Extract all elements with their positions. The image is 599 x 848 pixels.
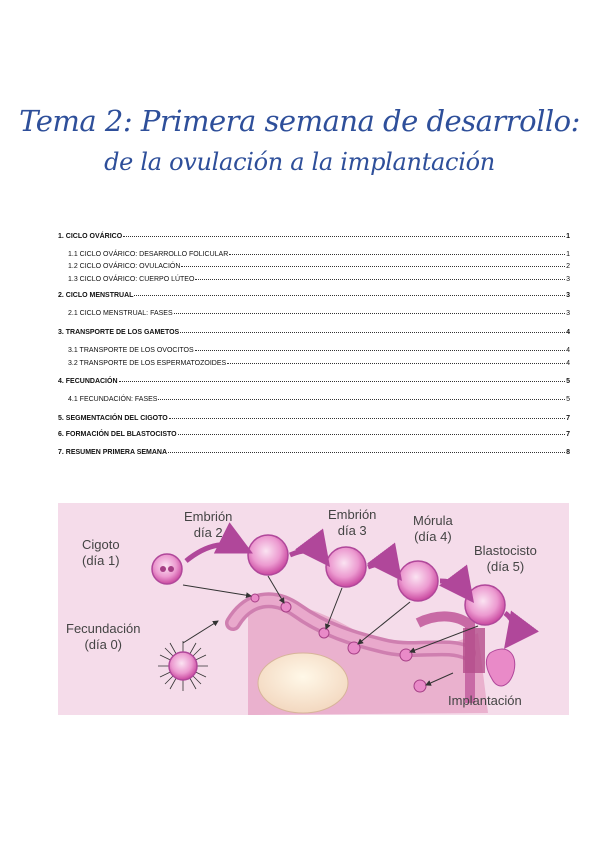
label-cigoto-dia: (día 1) — [82, 553, 120, 568]
label-fecundacion-name: Fecundación — [66, 621, 141, 636]
toc-entry-label: 2. CICLO MENSTRUAL — [58, 292, 134, 299]
toc-entry-page: 5 — [566, 378, 570, 385]
toc-leader-dots — [180, 332, 565, 333]
toc-leader-dots — [229, 254, 565, 255]
toc-leader-dots — [181, 266, 565, 267]
toc-leader-dots — [195, 350, 565, 351]
label-blastocisto-name: Blastocisto — [474, 543, 537, 558]
toc-entry[interactable] — [68, 276, 570, 284]
label-embrion-3 — [328, 507, 376, 539]
toc-leader-dots — [195, 279, 565, 280]
label-embrion-3-dia: día 3 — [337, 523, 367, 538]
toc-entry-page: 4 — [566, 329, 570, 336]
label-blastocisto-dia: (día 5) — [486, 559, 525, 574]
toc-entry[interactable] — [68, 360, 570, 368]
toc-entry-page: 1 — [566, 251, 570, 258]
toc-entry-label: 4.1 FECUNDACIÓN: FASES — [68, 396, 158, 403]
label-blastocisto — [474, 543, 537, 575]
embrion-dia3-cell — [326, 547, 366, 587]
toc-entry-label: 1.3 CICLO OVÁRICO: CUERPO LÚTEO — [68, 276, 195, 283]
toc-entry-page: 3 — [566, 292, 570, 299]
morula-cell — [398, 561, 438, 601]
toc-entry-page: 7 — [566, 415, 570, 422]
ovary — [258, 653, 348, 713]
label-embrion-2 — [184, 509, 232, 541]
toc-entry[interactable] — [58, 329, 570, 337]
implantation-blob — [486, 649, 514, 686]
toc-entry[interactable] — [68, 251, 570, 259]
label-fecundacion-dia: (día 0) — [84, 637, 123, 652]
toc-entry-page: 1 — [566, 233, 570, 240]
toc-entry[interactable] — [58, 292, 570, 300]
title-line-2: de la ovulación a la implantación — [104, 148, 495, 176]
toc-leader-dots — [169, 418, 565, 419]
toc-entry-label: 1.1 CICLO OVÁRICO: DESARROLLO FOLICULAR — [68, 251, 229, 258]
fecundacion-cell — [158, 641, 208, 691]
toc-entry[interactable] — [68, 347, 570, 355]
toc-entry-label: 5. SEGMENTACIÓN DEL CIGOTO — [58, 415, 168, 422]
toc-entry[interactable] — [68, 396, 570, 404]
toc-entry-label: 3.1 TRANSPORTE DE LOS OVOCITOS — [68, 347, 194, 354]
label-morula-dia: (día 4) — [414, 529, 452, 544]
cigoto-cell — [152, 554, 182, 584]
toc-entry-page: 5 — [566, 396, 570, 403]
toc-entry[interactable] — [68, 310, 570, 318]
toc-entry-label: 6. FORMACIÓN DEL BLASTOCISTO — [58, 431, 177, 438]
toc-entry[interactable] — [58, 415, 570, 423]
toc-entry-page: 4 — [566, 347, 570, 354]
label-morula — [413, 513, 453, 545]
label-morula-name: Mórula — [413, 513, 453, 528]
development-illustration — [58, 503, 569, 715]
toc-entry-label: 1.2 CICLO OVÁRICO: OVULACIÓN — [68, 263, 181, 270]
toc-entry-label: 3.2 TRANSPORTE DE LOS ESPERMATOZOIDES — [68, 360, 227, 367]
toc-entry-label: 1. CICLO OVÁRICO — [58, 233, 123, 240]
toc-entry-label: 4. FECUNDACIÓN — [58, 378, 118, 385]
toc-entry-page: 8 — [566, 449, 570, 456]
label-cigoto — [82, 537, 120, 569]
label-embrion-3-name: Embrión — [328, 507, 377, 522]
toc-leader-dots — [119, 381, 566, 382]
toc-entry[interactable] — [58, 233, 570, 241]
label-fecundacion — [66, 621, 140, 653]
toc-entry[interactable] — [58, 449, 570, 457]
toc-entry-page: 7 — [566, 431, 570, 438]
toc-leader-dots — [123, 236, 565, 237]
toc-entry-label: 3. TRANSPORTE DE LOS GAMETOS — [58, 329, 180, 336]
label-implantacion: Implantación — [448, 693, 522, 708]
toc-leader-dots — [178, 434, 565, 435]
toc-leader-dots — [168, 452, 565, 453]
toc-leader-dots — [158, 399, 565, 400]
label-embrion-2-name: Embrión — [184, 509, 233, 524]
toc-entry-page: 3 — [566, 310, 570, 317]
development-figure — [58, 503, 569, 715]
toc-entry-page: 3 — [566, 276, 570, 283]
toc-entry-label: 7. RESUMEN PRIMERA SEMANA — [58, 449, 168, 456]
toc-entry-page: 2 — [566, 263, 570, 270]
toc-entry[interactable] — [58, 431, 570, 439]
blastocisto-cell — [465, 585, 505, 625]
toc-entry[interactable] — [58, 378, 570, 386]
toc-entry[interactable] — [68, 263, 570, 271]
toc-leader-dots — [174, 313, 565, 314]
label-embrion-2-dia: día 2 — [193, 525, 223, 540]
toc-entry-label: 2.1 CICLO MENSTRUAL: FASES — [68, 310, 173, 317]
toc-leader-dots — [227, 363, 565, 364]
embrion-dia2-cell — [248, 535, 288, 575]
title-line-1: Tema 2: Primera semana de desarrollo: — [19, 104, 580, 138]
toc-leader-dots — [134, 295, 565, 296]
label-cigoto-name: Cigoto — [82, 537, 120, 552]
toc-entry-page: 4 — [566, 360, 570, 367]
